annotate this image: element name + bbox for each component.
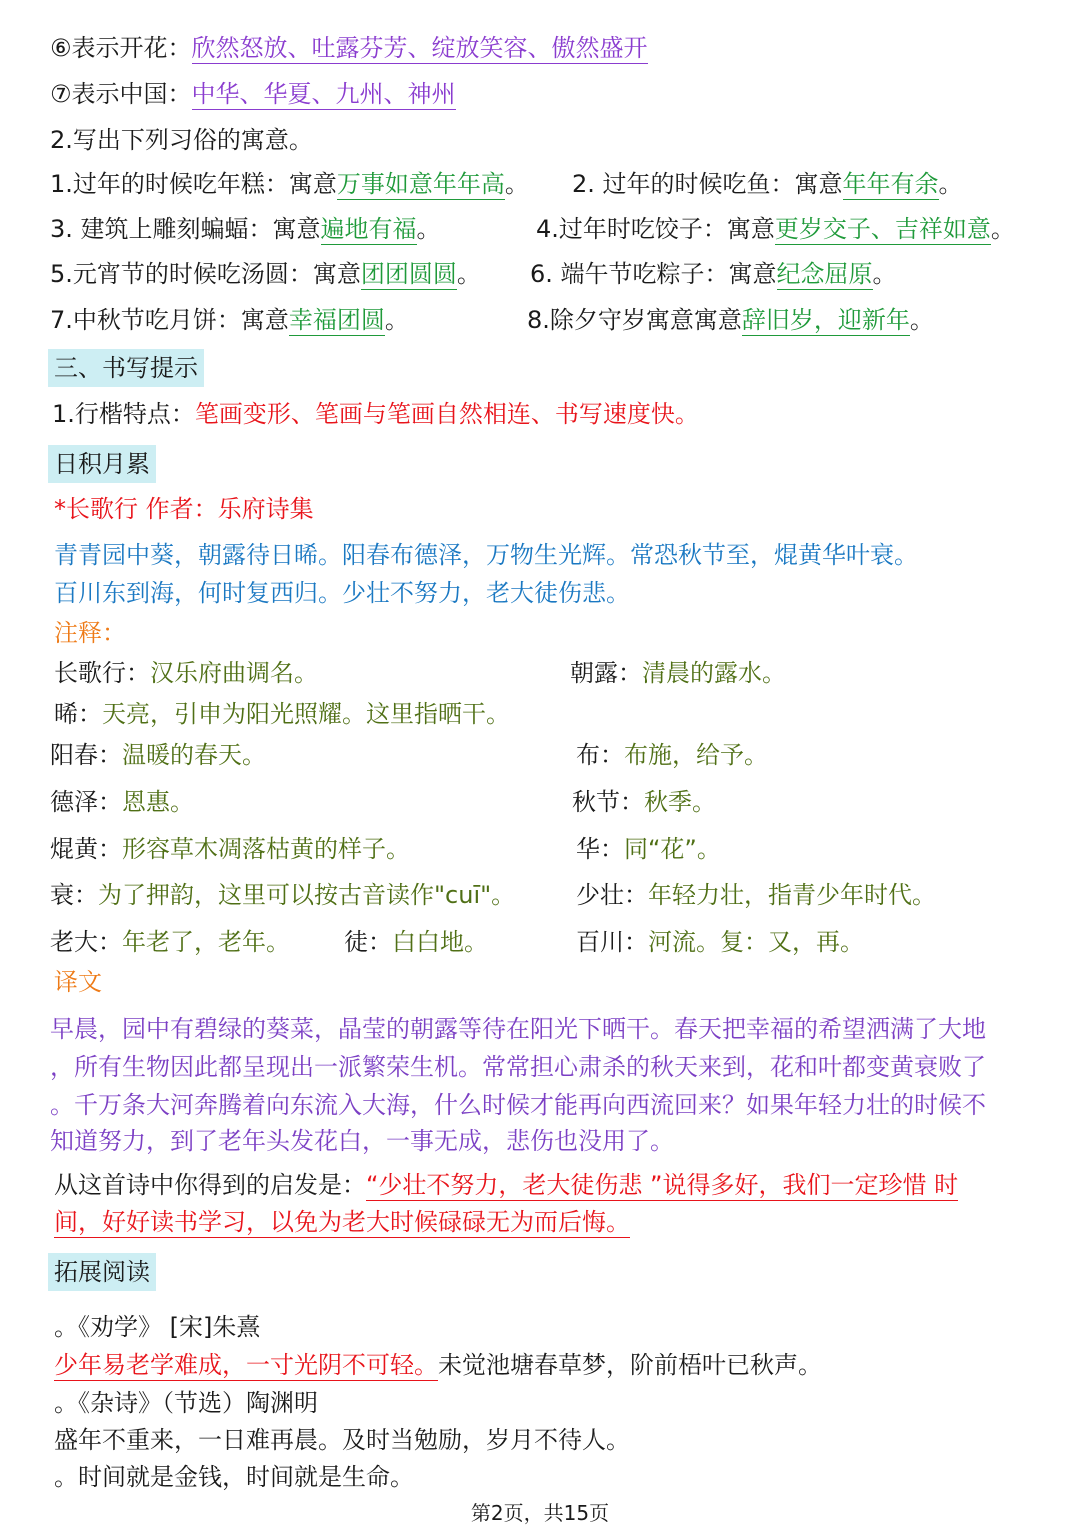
- custom-end: 。: [384, 306, 409, 334]
- note-term: 华：: [576, 835, 624, 863]
- note-term: 少壮：: [576, 881, 648, 909]
- china-row: [50, 78, 456, 110]
- note-term: 徒：: [344, 928, 392, 956]
- translation-line: 早晨，园中有碧绿的葵菜，晶莹的朝露等待在阳光下晒干。春天把幸福的希望洒满了大地: [50, 1015, 986, 1043]
- note-definition: 年老了，老年。: [122, 928, 290, 956]
- page-footer: 第2页，共15页: [470, 1501, 610, 1525]
- note-definition: 汉乐府曲调名。: [150, 659, 318, 687]
- note-item: [570, 657, 786, 689]
- writing-tip-value: 笔画变形、笔画与笔画自然相连、书写速度快。: [194, 400, 699, 428]
- note-definition: 为了押韵，这里可以按古音读作"cuī"。: [98, 881, 516, 909]
- note-definition: 秋季。: [644, 788, 716, 816]
- flowers-row: [50, 32, 648, 64]
- custom-answer: 遍地有福: [320, 215, 417, 243]
- custom-answer: 万事如意年年高: [336, 170, 505, 198]
- custom-question: 2. 过年的时候吃鱼：寓意: [572, 170, 843, 198]
- note-item: [576, 926, 864, 958]
- china-answer: 中华、华夏、九州、神州: [191, 80, 456, 108]
- custom-item: [536, 213, 1015, 245]
- section-heading-extend: 拓展阅读: [48, 1253, 156, 1291]
- note-item: [50, 879, 515, 911]
- custom-end: 。: [872, 260, 897, 288]
- custom-question: 6. 端午节吃粽子：寓意: [530, 260, 777, 288]
- custom-question: 5.元宵节的时候吃汤圆：寓意: [50, 260, 361, 288]
- insight-answer: “少壮不努力，老大徒伤悲 ”说得多好，我们一定珍惜 时: [366, 1171, 959, 1199]
- custom-item: [530, 258, 897, 290]
- note-definition: 温暖的春天。: [122, 741, 266, 769]
- reading-poem: [54, 1349, 822, 1381]
- custom-answer: 更岁交子、吉祥如意: [774, 215, 991, 243]
- custom-item: [50, 168, 529, 200]
- notes-title: 注释：: [54, 619, 126, 647]
- writing-tip-label: 1.行楷特点：: [52, 400, 195, 428]
- custom-item: [527, 304, 934, 336]
- custom-item: [50, 304, 409, 336]
- poem-line: 青青园中葵，朝露待日晞。阳春布德泽，万物生光辉。常恐秋节至，焜黄华叶衰。: [54, 541, 918, 569]
- section-heading-accumulate: 日积月累: [48, 445, 156, 483]
- custom-question: 1.过年的时候吃年糕：寓意: [50, 170, 337, 198]
- note-term: 阳春：: [50, 741, 122, 769]
- note-definition: 恩惠。: [122, 788, 194, 816]
- note-term: 复：: [720, 928, 768, 956]
- customs-title: 2.写出下列习俗的寓意。: [50, 126, 313, 154]
- custom-answer: 幸福团圆: [288, 306, 385, 334]
- custom-item: [50, 258, 481, 290]
- note-item: [54, 698, 510, 730]
- custom-answer: 年年有余: [842, 170, 939, 198]
- insight-row-2: [54, 1206, 630, 1238]
- custom-item: [572, 168, 963, 200]
- poem-line: 百川东到海，何时复西归。少壮不努力，老大徒伤悲。: [54, 579, 630, 607]
- note-definition: 同“花”。: [624, 835, 721, 863]
- custom-question: 3. 建筑上雕刻蝙蝠：寓意: [50, 215, 321, 243]
- reading-title: 。《劝学》 [宋]朱熹: [54, 1313, 261, 1341]
- custom-question: 7.中秋节吃月饼：寓意: [50, 306, 289, 334]
- note-term: 德泽：: [50, 788, 122, 816]
- note-item: [576, 833, 721, 865]
- custom-answer: 纪念屈原: [776, 260, 873, 288]
- note-item: [50, 786, 194, 818]
- note-definition: 年轻力壮，指青少年时代。: [648, 881, 936, 909]
- custom-question: 4.过年时吃饺子：寓意: [536, 215, 775, 243]
- note-definition: 清晨的露水。: [642, 659, 786, 687]
- custom-answer: 辞旧岁，迎新年: [741, 306, 910, 334]
- custom-end: 。: [504, 170, 529, 198]
- reading-title: 。《杂诗》（节选）陶渊明: [54, 1389, 318, 1417]
- custom-end: 。: [990, 215, 1015, 243]
- note-item: [344, 926, 488, 958]
- translation-line: 知道努力，到了老年头发花白，一事无成，悲伤也没用了。: [50, 1127, 674, 1155]
- custom-item: [50, 213, 441, 245]
- note-item: [50, 926, 290, 958]
- translation-line: ，所有生物因此都呈现出一派繁荣生机。常常担心肃杀的秋天来到，花和叶都变黄衰败了: [50, 1053, 986, 1081]
- insight-label: 从这首诗中你得到的启发是：: [54, 1171, 366, 1199]
- note-item: [50, 833, 410, 865]
- writing-tip-row: [52, 398, 699, 430]
- china-label: ⑦表示中国：: [50, 80, 192, 108]
- note-term: 衰：: [50, 881, 98, 909]
- custom-end: 。: [456, 260, 481, 288]
- note-definition: 又，再。: [768, 928, 864, 956]
- note-term: 焜黄：: [50, 835, 122, 863]
- reading-quote: 。时间就是金钱，时间就是生命。: [54, 1463, 414, 1491]
- note-item: [54, 657, 318, 689]
- note-term: 朝露：: [570, 659, 642, 687]
- note-definition: 白白地。: [392, 928, 488, 956]
- translation-line: 。千万条大河奔腾着向东流入大海，什么时候才能再向西流回来？如果年轻力壮的时候不: [50, 1091, 986, 1119]
- note-definition: 河流。: [648, 928, 720, 956]
- note-term: 百川：: [576, 928, 648, 956]
- note-term: 晞：: [54, 700, 102, 728]
- reading-poem: 盛年不重来，一日难再晨。及时当勉励，岁月不待人。: [54, 1426, 630, 1454]
- insight-row: [54, 1169, 958, 1201]
- custom-end: 。: [938, 170, 963, 198]
- section-heading-writing: 三、书写提示: [48, 349, 204, 387]
- note-item: [576, 739, 768, 771]
- custom-answer: 团团圆圆: [360, 260, 457, 288]
- insight-answer-continued: 间，好好读书学习，以免为老大时候碌碌无为而后悔。: [54, 1208, 630, 1236]
- note-definition: 布施，给予。: [624, 741, 768, 769]
- custom-question: 8.除夕守岁寓意寓意: [527, 306, 742, 334]
- note-term: 老大：: [50, 928, 122, 956]
- note-term: 秋节：: [572, 788, 644, 816]
- custom-end: 。: [416, 215, 441, 243]
- reading-rest: 未觉池塘春草梦，阶前梧叶已秋声。: [438, 1351, 822, 1379]
- translation-title: 译文: [54, 968, 102, 996]
- flowers-answer: 欣然怒放、吐露芬芳、绽放笑容、傲然盛开: [191, 34, 648, 62]
- poem-title: *长歌行 作者：乐府诗集: [54, 495, 314, 523]
- note-term: 布：: [576, 741, 624, 769]
- flowers-label: ⑥表示开花：: [50, 34, 192, 62]
- note-definition: 形容草木凋落枯黄的样子。: [122, 835, 410, 863]
- note-item: [576, 879, 936, 911]
- custom-end: 。: [909, 306, 934, 334]
- reading-highlight: 少年易老学难成，一寸光阴不可轻。: [54, 1351, 438, 1379]
- note-term: 长歌行：: [54, 659, 150, 687]
- note-definition: 天亮，引申为阳光照耀。这里指晒干。: [102, 700, 510, 728]
- note-item: [50, 739, 266, 771]
- note-item: [572, 786, 716, 818]
